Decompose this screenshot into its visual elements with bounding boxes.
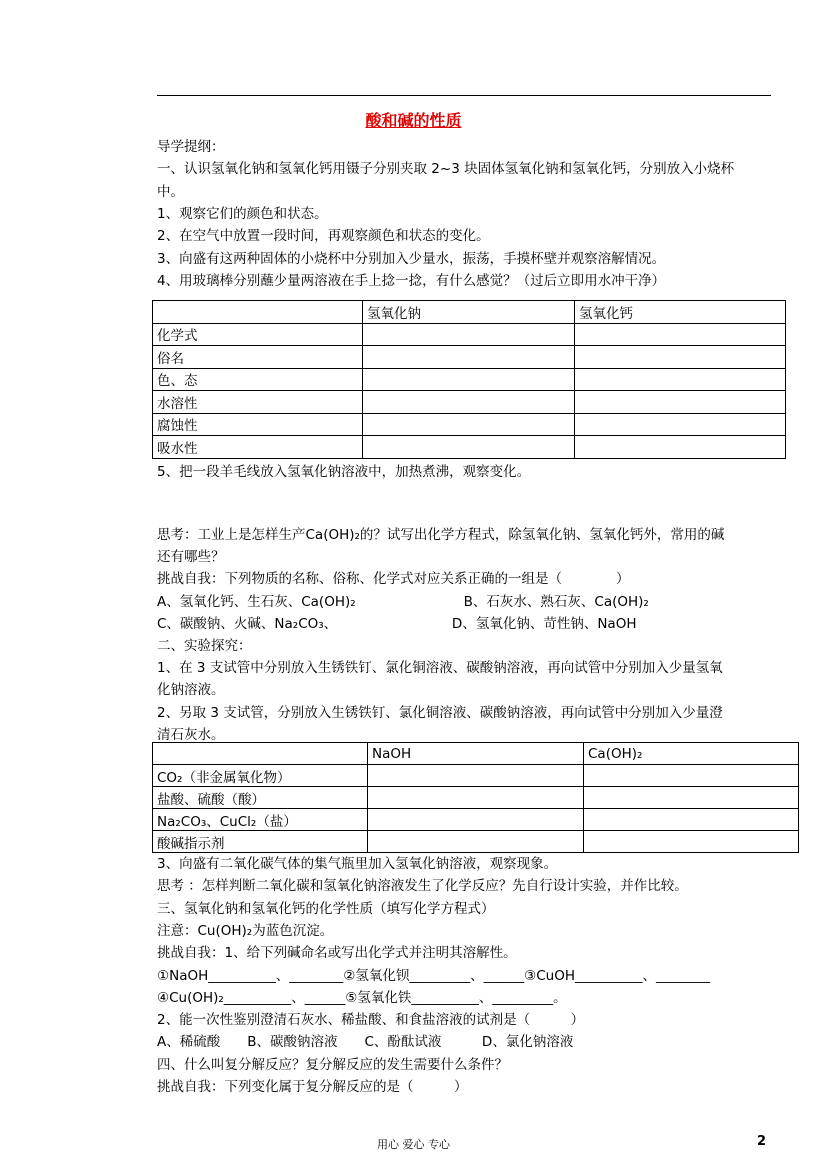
text-line: 化钠溶液。 <box>157 682 225 699</box>
answer-cell[interactable] <box>368 809 584 831</box>
row-label: 酸碱指示剂 <box>153 831 368 853</box>
table-header-cell: 氢氧化钙 <box>575 301 786 324</box>
text-line: 4、用玻璃棒分别蘸少量两溶液在手上捻一捻，有什么感觉？（过后立即用水冲干净） <box>157 272 666 289</box>
row-label: 俗名 <box>153 346 363 369</box>
answer-cell[interactable] <box>363 391 575 414</box>
table-header-cell: NaOH <box>368 743 584 765</box>
text-line: ①NaOH__________、________②氢氧化钡_________、______③CuOH__________、________ <box>157 967 710 984</box>
table-header-row <box>153 743 799 765</box>
answer-cell[interactable] <box>575 323 786 346</box>
row-label: 腐蚀性 <box>153 413 363 436</box>
answer-cell[interactable] <box>363 346 575 369</box>
reaction-table <box>152 742 799 853</box>
text-line: 还有哪些？ <box>157 549 225 566</box>
text-line: ④Cu(OH)₂__________、______⑤氢氧化铁__________、_________。 <box>157 989 567 1006</box>
table-row <box>153 346 786 369</box>
row-label: 化学式 <box>153 323 363 346</box>
table-header-cell <box>153 301 363 324</box>
text-line: 3、向盛有二氧化碳气体的集气瓶里加入氢氧化钠溶液，观察现象。 <box>157 856 558 872</box>
text-line: 一、认识氢氧化钠和氢氧化钙用镊子分别夹取 2~3 块固体氢氧化钠和氢氧化钙，分别放入小烧杯 <box>157 161 735 178</box>
text-line: 二、实验探究： <box>157 638 252 654</box>
answer-cell[interactable] <box>584 787 799 809</box>
table-row <box>153 368 786 391</box>
text-line: 思考：工业上是怎样生产Ca(OH)₂的？试写出化学方程式，除氢氧化钠、氢氧化钙外，常用的碱 <box>157 527 725 543</box>
answer-cell[interactable] <box>584 831 799 853</box>
text-line: 四、什么叫复分解反应？复分解反应的发生需要什么条件？ <box>157 1056 508 1073</box>
answer-cell[interactable] <box>584 809 799 831</box>
header-rule <box>157 95 771 96</box>
table-row <box>153 809 799 831</box>
text-line: 2、在空气中放置一段时间，再观察颜色和状态的变化。 <box>157 228 490 245</box>
table-header-cell: Ca(OH)₂ <box>584 743 799 765</box>
table-row <box>153 765 799 787</box>
table-header-row <box>153 301 786 324</box>
text-line: 思考 ：怎样判断二氧化碳和氢氧化钠溶液发生了化学反应？先自行设计实验，并作比较。 <box>157 878 688 895</box>
text-line: 挑战自我：下列变化属于复分解反应的是（ ） <box>157 1079 468 1095</box>
text-line: 挑战自我：下列物质的名称、俗称、化学式对应关系正确的一组是（ ） <box>157 571 630 588</box>
answer-cell[interactable] <box>368 831 584 853</box>
table-row <box>153 436 786 459</box>
text-line: 1、观察它们的颜色和状态。 <box>157 205 328 222</box>
table-row <box>153 323 786 346</box>
page-number: 2 <box>757 1134 767 1149</box>
text-line: 中。 <box>157 183 184 200</box>
row-label: 水溶性 <box>153 391 363 414</box>
answer-cell[interactable] <box>584 765 799 787</box>
step-5-text: 5、把一段羊毛线放入氢氧化钠溶液中，加热煮沸，观察变化。 <box>157 464 531 480</box>
table-row <box>153 787 799 809</box>
answer-cell[interactable] <box>575 413 786 436</box>
answer-cell[interactable] <box>368 765 584 787</box>
text-line: 导学提纲： <box>157 139 225 155</box>
text-line: 注意：Cu(OH)₂为蓝色沉淀。 <box>157 922 334 939</box>
footer-text: 用心 爱心 专心 <box>377 1138 450 1151</box>
text-line: 3、向盛有这两种固体的小烧杯中分别加入少量水，振荡，手摸杯壁并观察溶解情况。 <box>157 250 666 267</box>
row-label: 色、态 <box>153 368 363 391</box>
row-label: 吸水性 <box>153 436 363 459</box>
answer-cell[interactable] <box>575 391 786 414</box>
answer-cell[interactable] <box>368 787 584 809</box>
text-line: 2、另取 3 支试管，分别放入生锈铁钉、氯化铜溶液、碳酸钠溶液，再向试管中分别加入少量澄 <box>157 704 723 721</box>
text-line: 三、氢氧化钠和氢氧化钙的化学性质（填写化学方程式） <box>157 900 495 917</box>
answer-cell[interactable] <box>575 368 786 391</box>
page-title: 酸和碱的性质 <box>365 111 462 130</box>
answer-cell[interactable] <box>575 346 786 369</box>
row-label: 盐酸、硫酸（酸） <box>153 787 368 809</box>
text-line: A、稀硫酸 B、碳酸钠溶液 C、酚酞试液 D、氯化钠溶液 <box>157 1034 574 1051</box>
text-line: C、碳酸钠、火碱、Na₂CO₃、 D、氢氧化钠、苛性钠、NaOH <box>157 615 637 632</box>
row-label: Na₂CO₃、CuCl₂（盐） <box>153 809 368 831</box>
text-line: 1、在 3 支试管中分别放入生锈铁钉、氯化铜溶液、碳酸钠溶液，再向试管中分别加入少量氢氧 <box>157 660 723 677</box>
text-line: 清石灰水。 <box>157 726 225 743</box>
table-header-cell <box>153 743 368 765</box>
table-header-cell: 氢氧化钠 <box>363 301 575 324</box>
table-row <box>153 413 786 436</box>
answer-cell[interactable] <box>363 413 575 436</box>
text-line: 2、能一次性鉴别澄清石灰水、稀盐酸、和食盐溶液的试剂是（ ） <box>157 1012 585 1029</box>
text-line: A、氢氧化钙、生石灰、Ca(OH)₂ B、石灰水、熟石灰、Ca(OH)₂ <box>157 593 649 610</box>
answer-cell[interactable] <box>363 323 575 346</box>
text-line: 挑战自我：1、给下列碱命名或写出化学式并注明其溶解性。 <box>157 945 517 962</box>
table-row <box>153 831 799 853</box>
answer-cell[interactable] <box>363 436 575 459</box>
answer-cell[interactable] <box>363 368 575 391</box>
answer-cell[interactable] <box>575 436 786 459</box>
row-label: CO₂（非金属氧化物） <box>153 765 368 787</box>
hydroxide-properties-table <box>152 300 786 459</box>
table-row <box>153 391 786 414</box>
